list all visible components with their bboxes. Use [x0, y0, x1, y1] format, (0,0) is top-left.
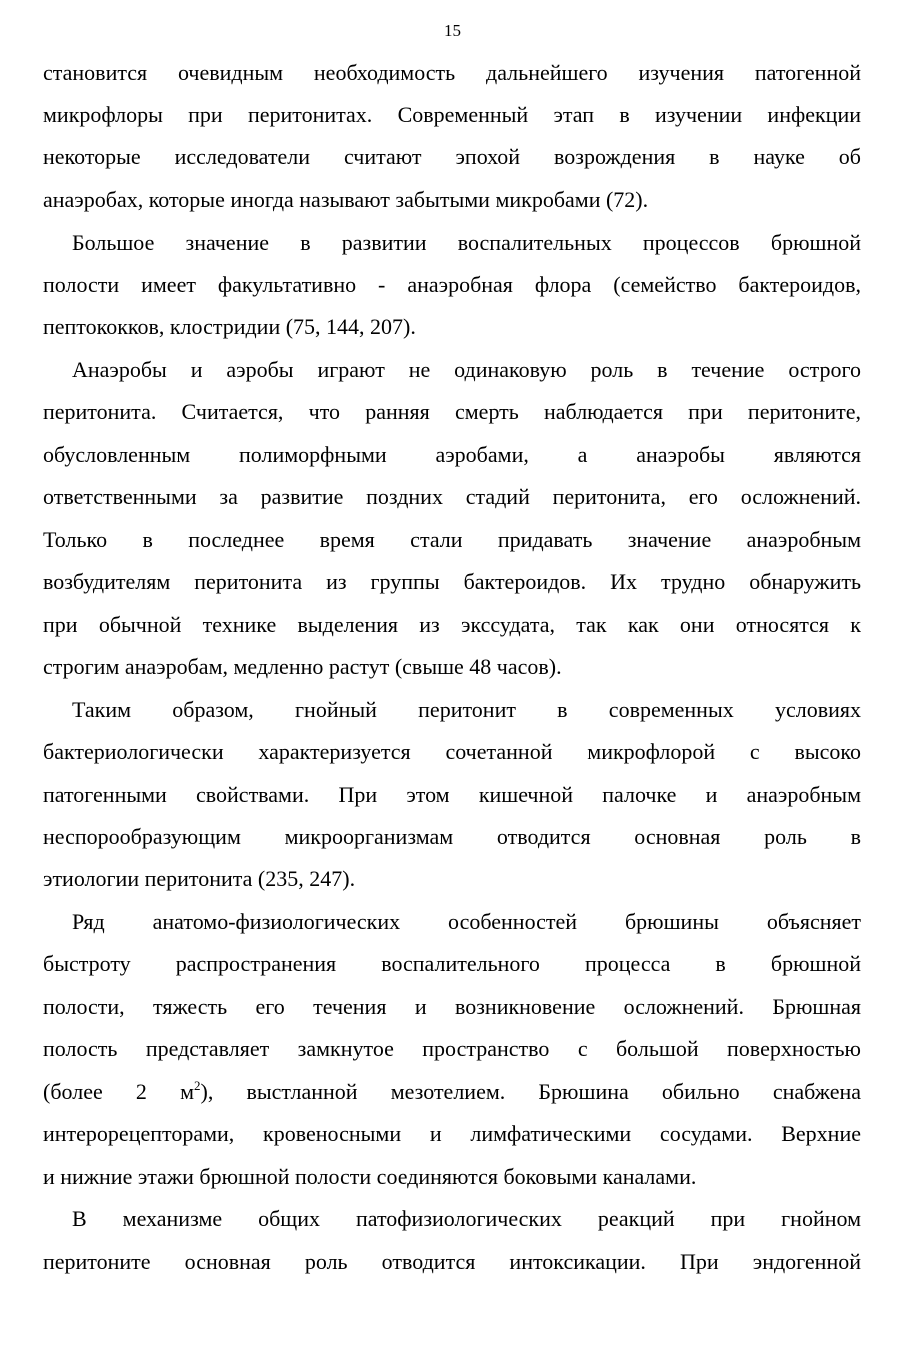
text-line: анаэробах, которые иногда называют забытыми микробами (72).	[43, 187, 649, 212]
text-line: В механизме общих патофизиологических реакций при гнойном	[72, 1206, 861, 1231]
text-line: быстроту распространения воспалительного процесса в брюшной	[43, 951, 861, 976]
text-line: перитонита. Считается, что ранняя смерть наблюдается при перитоните,	[43, 399, 861, 424]
text-line: некоторые исследователи считают эпохой возрождения в науке об	[43, 144, 861, 169]
text-line: Только в последнее время стали придавать значение анаэробным	[43, 527, 861, 552]
text-line: полости, тяжесть его течения и возникновение осложнений. Брюшная	[43, 994, 861, 1019]
text-line: ответственными за развитие поздних стадий перитонита, его осложнений.	[43, 484, 861, 509]
text-line: полости имеет факультативно - анаэробная флора (семейство бактероидов,	[43, 272, 861, 297]
superscript: 2	[194, 1077, 201, 1093]
text-line: возбудителям перитонита из группы бактероидов. Их трудно обнаружить	[43, 569, 861, 594]
text-line: микрофлоры при перитонитах. Современный этап в изучении инфекции	[43, 102, 861, 127]
text-line: Анаэробы и аэробы играют не одинаковую роль в течение острого	[72, 357, 861, 382]
text-line: Таким образом, гнойный перитонит в современных условиях	[72, 697, 861, 722]
text-line: интерорецепторами, кровеносными и лимфатическими сосудами. Верхние	[43, 1121, 861, 1146]
text-line: патогенными свойствами. При этом кишечной палочке и анаэробным	[43, 782, 861, 807]
text-line: этиологии перитонита (235, 247).	[43, 866, 356, 891]
text-line-with-superscript	[43, 1078, 861, 1106]
text-line: бактериологически характеризуется сочетанной микрофлорой с высоко	[43, 739, 861, 764]
text-line: и нижние этажи брюшной полости соединяются боковыми каналами.	[43, 1164, 697, 1189]
text-line: Ряд анатомо-физиологических особенностей брюшины объясняет	[72, 909, 861, 934]
text-line: перитоните основная роль отводится интоксикации. При эндогенной	[43, 1249, 861, 1274]
page-number: 15	[444, 21, 461, 40]
text-line: становится очевидным необходимость дальнейшего изучения патогенной	[43, 60, 861, 85]
text-fragment: (более 2 м	[43, 1079, 194, 1104]
text-line: пептококков, клостридии (75, 144, 207).	[43, 314, 416, 339]
text-line: обусловленным полиморфными аэробами, а анаэробы являются	[43, 442, 861, 467]
text-line: при обычной технике выделения из экссудата, так как они относятся к	[43, 612, 861, 637]
text-fragment: ), выстланной мезотелием. Брюшина обильно снабжена	[200, 1079, 861, 1104]
text-line: Большое значение в развитии воспалительных процессов брюшной	[72, 230, 861, 255]
text-line: полость представляет замкнутое пространство с большой поверхностью	[43, 1036, 861, 1061]
text-line: неспорообразующим микроорганизмам отводится основная роль в	[43, 824, 861, 849]
text-line: строгим анаэробам, медленно растут (свыше 48 часов).	[43, 654, 562, 679]
